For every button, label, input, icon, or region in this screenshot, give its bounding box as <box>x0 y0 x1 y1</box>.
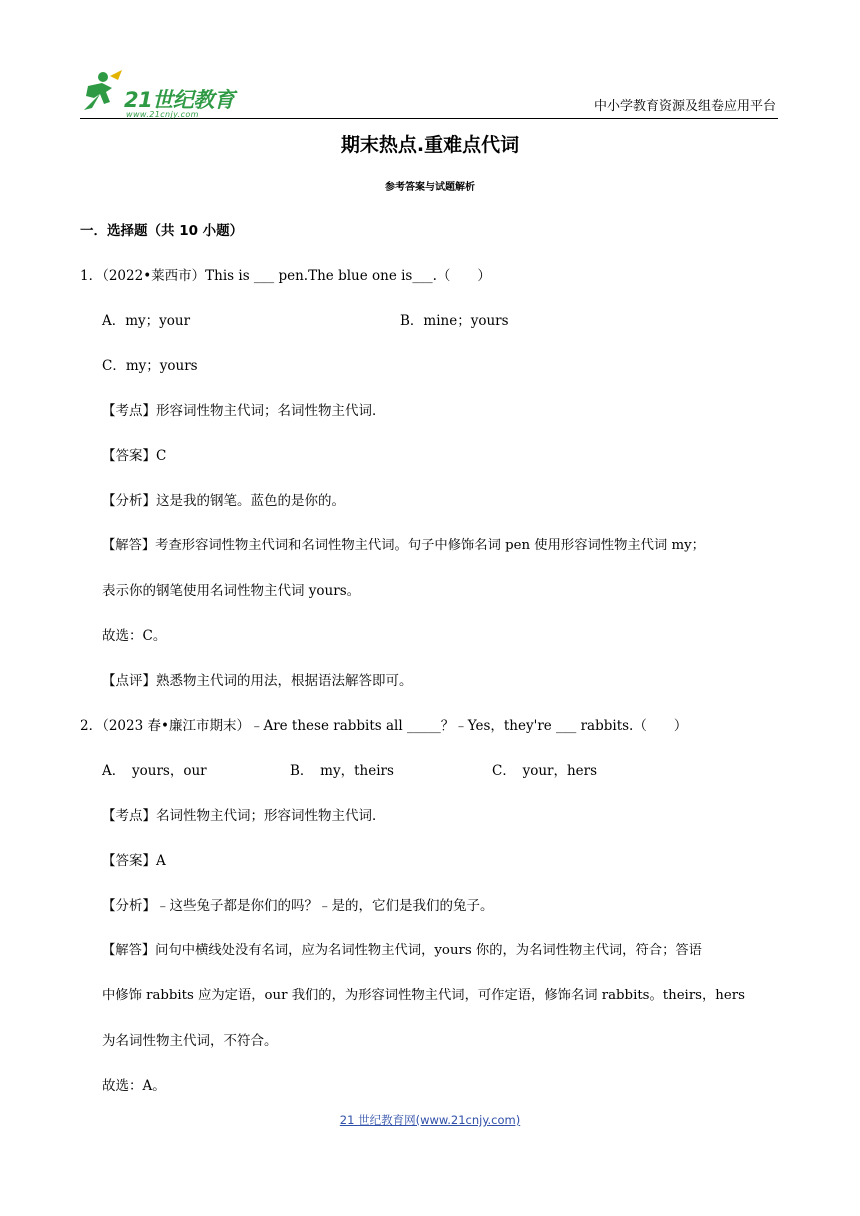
question-2-analysis: 【分析】﹣这些兔子都是你们的吗？﹣是的，它们是我们的兔子。 <box>102 898 494 914</box>
logo-text: 21世纪教育 <box>124 88 235 112</box>
question-1-solution-line-1: 【解答】考查形容词性物主代词和名词性物主代词。句子中修饰名词 pen 使用形容词性物主代词 my； <box>102 538 705 553</box>
question-2-option-c: C． your，hers <box>492 763 598 779</box>
question-1-option-a: A．my；your <box>102 313 191 329</box>
logo <box>80 68 250 118</box>
question-2-kaodian: 【考点】名词性物主代词；形容词性物主代词． <box>102 808 386 824</box>
page-header <box>80 62 778 119</box>
runner-icon <box>80 68 130 112</box>
question-1-option-c: C．my；yours <box>102 358 198 374</box>
question-1-choice: 故选：C。 <box>102 628 167 644</box>
question-1-solution-line-2: 表示你的钢笔使用名词性物主代词 yours。 <box>102 583 361 599</box>
question-1-stem: 1．（2022•莱西市）This is ___ pen.The blue one is___.（ ） <box>80 268 491 284</box>
question-2-choice: 故选：A。 <box>102 1078 166 1094</box>
question-1-option-b: B．mine；yours <box>400 313 509 329</box>
question-2-stem: 2．（2023 春•廉江市期末）﹣Are these rabbits all _____？﹣Yes，they're ___ rabbits.（ ） <box>80 718 688 734</box>
section-heading: 一．选择题（共 10 小题） <box>80 223 244 239</box>
question-2-answer: 【答案】A <box>102 853 166 869</box>
platform-name: 中小学教育资源及组卷应用平台 <box>593 99 776 114</box>
question-2-solution-line-2: 中修饰 rabbits 应为定语，our 我们的，为形容词性物主代词，可作定语，修饰名词 rabbits。theirs，hers <box>102 988 745 1003</box>
question-2-option-a: A． yours，our <box>102 763 207 779</box>
page-title: 期末热点.重难点代词 <box>340 134 520 156</box>
question-1-kaodian: 【考点】形容词性物主代词；名词性物主代词． <box>102 403 386 419</box>
footer-link[interactable]: 21 世纪教育网(www.21cnjy.com) <box>339 1113 521 1127</box>
question-1-answer: 【答案】C <box>102 448 167 464</box>
question-2-option-b: B． my，theirs <box>290 763 394 779</box>
page-subtitle: 参考答案与试题解析 <box>385 182 475 193</box>
question-2-solution-line-3: 为名词性物主代词，不符合。 <box>102 1033 278 1049</box>
question-1-analysis: 【分析】这是我的钢笔。蓝色的是你的。 <box>102 493 345 509</box>
logo-url: www.21cnjy.com <box>126 110 199 119</box>
question-1-comment: 【点评】熟悉物主代词的用法，根据语法解答即可。 <box>102 673 413 689</box>
question-2-solution-line-1: 【解答】问句中横线处没有名词，应为名词性物主代词，yours 你的，为名词性物主代词，符合；答语 <box>102 943 702 958</box>
